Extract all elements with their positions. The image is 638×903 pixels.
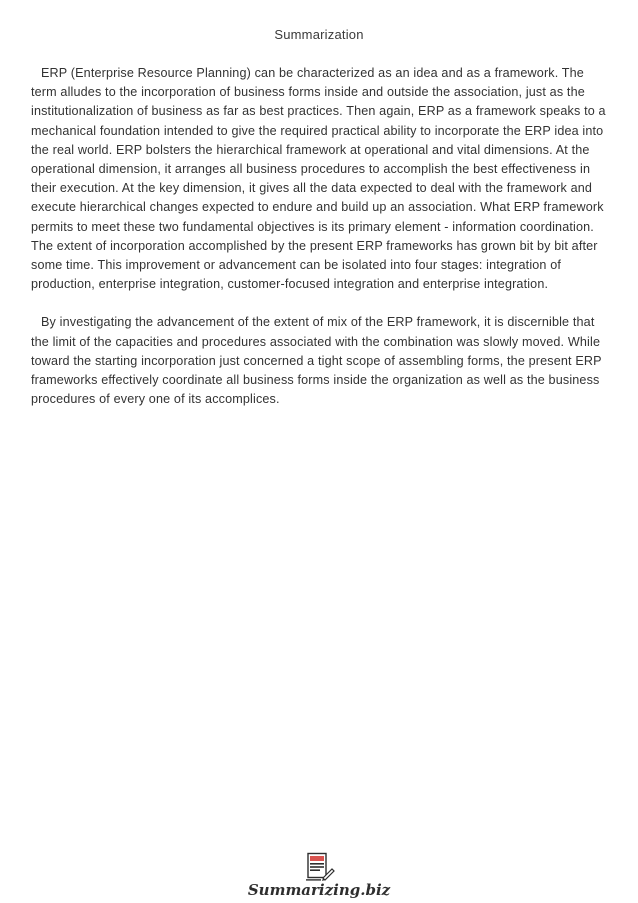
paragraph: By investigating the advancement of the extent of mix of the ERP framework, it is discernible that the limit of the capacities and procedures associated with the combination was slowly moved. While toward the starting incorporation just concerned a tight scope of assembling forms, the present ERP frameworks effectively coordinate all business forms inside the organization as well as the business procedures of every one of its accomplices. (31, 315, 602, 407)
footer-logo (0, 852, 638, 903)
document-body (31, 64, 611, 428)
document-title: Summarization (274, 27, 364, 42)
logo-wordmark: Summarizing.biz (247, 881, 391, 899)
paragraph: ERP (Enterprise Resource Planning) can be characterized as an idea and as a framework. The term alludes to the incorporation of business forms inside and outside the association, just as the institutionalization of business as far as best practices. Then again, ERP as a framework speaks to a mechanical foundation intended to give the required practical ability to incorporate the ERP idea into the real world. ERP bolsters the hierarchical framework at operational and vital dimensions. At the operational dimension, it arranges all business procedures to accomplish the best effectiveness in their execution. At the key dimension, it gives all the data expected to deal with the framework and execute hierarchical changes expected to endure and build up an association. What ERP framework permits to meet these two fundamental objectives is its primary element - information coordination. The extent of incorporation accomplished by the present ERP frameworks has grown bit by bit after some time. This improvement or advancement can be isolated into four stages: integration of production, enterprise integration, customer-focused integration and enterprise integration. (31, 66, 606, 292)
document-pen-icon (302, 852, 336, 882)
